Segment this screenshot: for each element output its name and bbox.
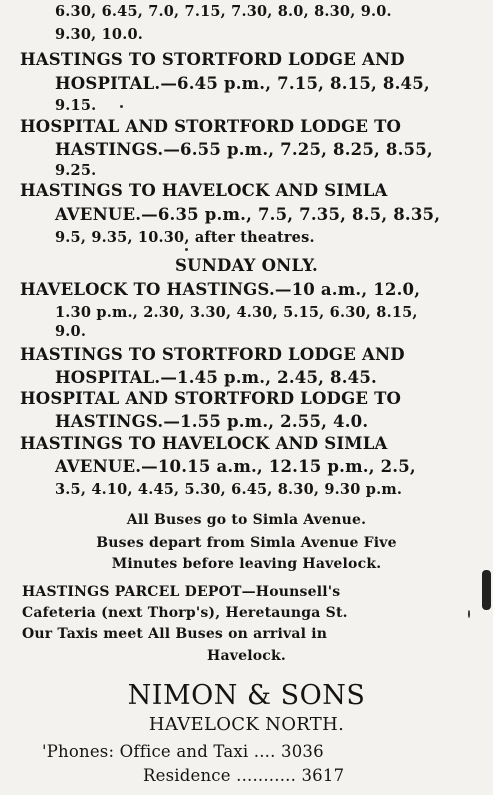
notice-line: All Buses go to Simla Avenue. (126, 512, 367, 528)
route-heading: HASTINGS TO STORTFORD LODGE AND (20, 50, 405, 69)
business-name: NIMON & SONS (127, 680, 366, 711)
timetable-line: HOSPITAL.—1.45 p.m., 2.45, 8.45. (55, 368, 377, 387)
ink-speck (120, 105, 123, 108)
timetable-line: 9.25. (55, 162, 97, 179)
timetable-line: 9.0. (55, 323, 87, 340)
timetable-line: 9.15. (55, 97, 97, 114)
ink-speck (185, 248, 188, 251)
timetable-line: HASTINGS.—6.55 p.m., 7.25, 8.25, 8.55, (55, 140, 433, 159)
ink-blot (482, 570, 491, 610)
timetable-line: 1.30 p.m., 2.30, 3.30, 4.30, 5.15, 6.30, 8.15, (55, 304, 418, 321)
route-heading: HAVELOCK TO HASTINGS.—10 a.m., 12.0, (20, 280, 421, 299)
timetable-line: HOSPITAL.—6.45 p.m., 7.15, 8.15, 8.45, (55, 74, 430, 93)
notice-line: Havelock. (207, 648, 286, 664)
route-heading: HASTINGS TO HAVELOCK AND SIMLA (20, 434, 388, 453)
business-location: HAVELOCK NORTH. (148, 714, 345, 735)
timetable-line: 6.30, 6.45, 7.0, 7.15, 7.30, 8.0, 8.30, 9.0. (55, 3, 392, 20)
timetable-line: 3.5, 4.10, 4.45, 5.30, 6.45, 8.30, 9.30 p.m. (55, 481, 403, 498)
route-heading: HASTINGS TO STORTFORD LODGE AND (20, 345, 405, 364)
route-heading: HASTINGS TO HAVELOCK AND SIMLA (20, 181, 388, 200)
route-heading: HOSPITAL AND STORTFORD LODGE TO (20, 389, 402, 408)
ink-speck (468, 610, 470, 618)
parcel-depot-heading: HASTINGS PARCEL DEPOT—Hounsell's (22, 584, 341, 600)
timetable-line: 9.5, 9.35, 10.30, after theatres. (55, 229, 315, 246)
section-heading-sunday: SUNDAY ONLY. (175, 256, 318, 275)
phone-office: 'Phones: Office and Taxi .... 3036 (42, 742, 324, 761)
route-heading: HOSPITAL AND STORTFORD LODGE TO (20, 117, 402, 136)
timetable-line: AVENUE.—6.35 p.m., 7.5, 7.35, 8.5, 8.35, (55, 205, 441, 224)
timetable-line: 9.30, 10.0. (55, 26, 143, 43)
notice-line: Minutes before leaving Havelock. (111, 556, 382, 572)
notice-line: Our Taxis meet All Buses on arrival in (22, 626, 328, 642)
timetable-line: AVENUE.—10.15 a.m., 12.15 p.m., 2.5, (55, 457, 416, 476)
timetable-line: HASTINGS.—1.55 p.m., 2.55, 4.0. (55, 412, 369, 431)
phone-residence: Residence ........... 3617 (143, 766, 345, 785)
notice-line: Cafeteria (next Thorp's), Heretaunga St. (22, 605, 348, 621)
notice-line: Buses depart from Simla Avenue Five (96, 535, 397, 551)
